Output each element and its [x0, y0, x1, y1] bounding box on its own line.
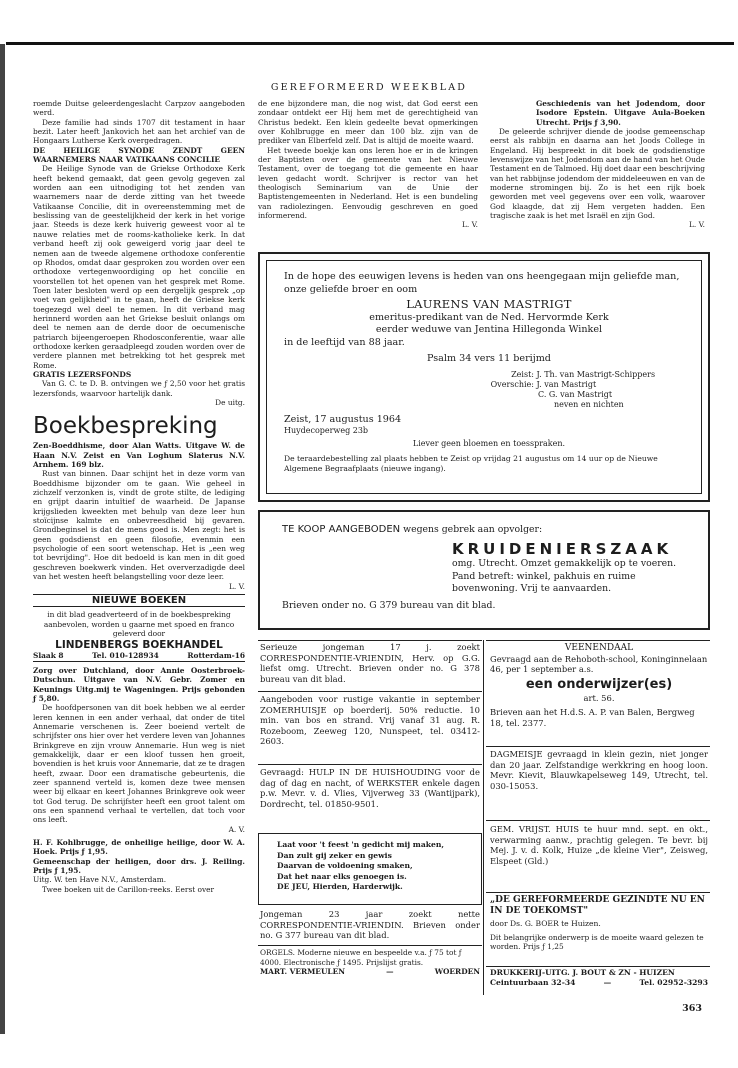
ad-text: Brieven aan het H.d.S. A. P. van Balen, Bergweg 18, tel. 2377. [490, 707, 695, 728]
paragraph: De Heilige Synode van de Griekse Orthodoxe Kerk heeft bekend gemaakt, dat geen gevolg gegeven zal worden aan een uitnodiging tot het zenden van waarnemers naar de derde zitting van het tweede Vatikaanse Concilie, dit in overeenstemming met de beslissing van de geestelijkheid der kerk in het vorige jaar. Steeds is deze kerk huiverig geweest voor al te nauwe relaties met de rooms-katholieke kerk. In dat verband heeft zij ook geweigerd vorig jaar deel te nemen aan de tweede algemene orthodoxe conferentie op Rhodos, omdat daar gesproken zou worden over een orthodoxe vertegenwoordiging op het concilie en voorstellen tot het openen van het gesprek met Rome. Toen later besloten werd op een dergelijk gesprek „op voet van gelijkheid" in te gaan, heeft de Griekse kerk toegezegd wel deel te nemen. In dit verband mag herinnerd worden aan het Griekse besluit onlangs om deel te nemen aan de derde door de oecumenische patriarch bijeengeroepen Rhodosconferentie, waar alle orthodoxe kerken geraadpleegd zouden worden over de verdere plannen met betrekking tot het gesprek met Rome. [33, 164, 245, 370]
ad-divider [486, 640, 710, 641]
ad-divider [486, 966, 710, 967]
paragraph: roemde Duitse geleerdengeslacht Carpzov aangeboden werd. [33, 99, 245, 118]
notice-burial: De teraardebestelling zal plaats hebben te Zeist op vrijdag 21 augustus om 14 uur op de Nieuwe Algemene Begraafplaats (nieuwe ingang). [284, 454, 658, 473]
ad-poem [277, 840, 444, 893]
ad-dash: — [386, 967, 394, 976]
ad-contact-city: WOERDEN [434, 967, 480, 976]
paragraph: Rust van binnen. Daar schijnt het in deze vorm van Boeddhisme bijzonder om te gaan. Wie geheel in zichzelf verzonken is, vindt de grote stilte, de lediging en grijpt daarin intuïtief de waarheid. De Japanse krijgslieden kweekten met behulp van deze leer hun stoïcijnse kalmte en onbevreesdheid bij gevaren. Grondbeginsel is dat de mens goed is. Men zegt: het is geen godsdienst en geen filosofie, evenmin een psychologie of een soort wetenschap. Het is „een weg tot bevrijding". Hoe dit bedoeld is kan men in dit goed geschreven boekwerk vinden. Het oververzadigde deel van het westen heeft belangstelling voor deze leer. [33, 469, 245, 582]
book-entry: Zen-Boeddhisme, door Alan Watts. Uitgave W. de Haan N.V. Zeist en Van Loghum Slaterus N.V. Arnhem. 169 blz. [33, 441, 245, 470]
ad-huishouding: Gevraagd: HULP IN DE HUISHOUDING voor de dag of dag en nacht, of WERKSTER enkele dagen p.w. Mevr. v. d. Vlies, Vijverweg 33 (Wantijpark), Dordrecht, tel. 01850-9501. [260, 767, 480, 809]
ad-zomerhuisje: Aangeboden voor rustige vakantie in september ZOMERHUISJE op boerderij. 50% reductie. 10 min. van bos en strand. Vrij vanaf 31 aug. R. Rozeboom, Zeeweg 120, Nunspeet, tel. 03412-2603. [260, 694, 480, 747]
ad-poem-frame [258, 833, 482, 905]
signature: L. V. [229, 581, 245, 591]
ad-heading: DRUKKERIJ-UITG. J. BOUT & ZN - HUIZEN [490, 968, 675, 977]
bookshop-phone: Tel. 010-128934 [92, 650, 159, 660]
page-edge-shadow [0, 44, 5, 1034]
paragraph: De geleerde schrijver diende de joodse gemeenschap eerst als rabbijn en daarna aan het Joods College in Engeland. Hij bespreekt in dit boek de godsdienstige levenswijze van het Jodendom aan de hand van het Oude Testament en de Talmoed. Hij doet daar een beschrijving van het rabbijnse jodendom der middeleeuwen en van de moderne stromingen bij. Zo is het een rijk boek geworden met veel gegevens over een volk, waarover God klaagde, dat zij Hem vergeten hadden. Een tragische zaak is het met Israël en zijn God. [490, 127, 705, 221]
ad-heading: „DE GEREFORMEERDE GEZINDTE NU EN IN DE TOEKOMST" [490, 895, 705, 916]
section-heading: GRATIS LEZERSFONDS [33, 369, 132, 379]
poem-line: Dat het naar elks genoegen is. [277, 871, 407, 881]
book-entry: Gemeenschap der heiligen, door drs. J. Reiling. Prijs ƒ 1,95. [33, 856, 245, 876]
ad-gereformeerde-gezindte [490, 895, 708, 951]
bookshop-city: Rotterdam-16 [187, 650, 245, 660]
ad-vrijstaand-huis: GEM. VRIJST. HUIS te huur mnd. sept. en okt., verwarming aanw., prachtig gelegen. Te bevr. bij Mej. J. v. d. Kolk, Huize „de kleine Vier", Zeisweg, Elspeet (Gld.) [490, 824, 708, 866]
poem-line: Daarvan de voldoening smaken, [277, 861, 413, 870]
ad-text: ORGELS. Moderne nieuwe en bespeelde v.a. ƒ 75 tot ƒ 4000. Electronische ƒ 1495. Prijslijst gratis. [260, 948, 462, 967]
book-entry: H. F. Kohlbrugge, de onheilige heilige, door W. A. Hoek. Prijs ƒ 1,95. [33, 838, 245, 857]
ad-line: omg. Utrecht. Omzet gemakkelijk op te voeren. [452, 558, 677, 570]
ad-divider [258, 764, 482, 765]
psalm-reference: Psalm 34 vers 11 berijmd [427, 353, 551, 364]
column-divider [483, 640, 484, 995]
bookshop-address: Slaak 8 [33, 650, 64, 660]
ad-divider [486, 820, 710, 821]
section-heading: DE HEILIGE SYNODE ZENDT GEEN WAARNEMERS NAAR VATIKAANS CONCILIE [33, 145, 245, 165]
deceased-age: in de leeftijd van 88 jaar. [284, 336, 405, 348]
mourners-list [474, 370, 694, 410]
ad-divider [486, 892, 710, 893]
signature: L. V. [689, 220, 705, 230]
ad-lead-sub: wegens gebrek aan opvolger: [403, 524, 543, 535]
ad-divider [258, 640, 482, 641]
notice-address: Huydecoperweg 23b [284, 426, 369, 435]
signature: De uitg. [215, 398, 245, 407]
ad-lead: TE KOOP AANGEBODEN [282, 524, 401, 535]
ad-address: Ceintuurbaan 32-34 [490, 977, 576, 987]
mourner-place: Overschie: [490, 379, 534, 389]
ad-veenendaal [490, 643, 708, 729]
book-entry: Geschiedenis van het Jodendom, door Isodore Epstein. Uitgave Aula-Boeken Utrecht. Prijs ƒ 3,90. [536, 99, 705, 127]
ad-title: KRUIDENIERSZAAK [452, 540, 673, 559]
signature: L. V. [462, 220, 478, 230]
masthead: GEREFORMEERD WEEKBLAD [270, 82, 468, 93]
ad-correspondentie-2: Jongeman 23 jaar zoekt nette CORRESPONDENTIE-VRIENDIN. Brieven onder no. G 377 bureau van dit blad. [260, 909, 480, 941]
ad-line: Brieven onder no. G 379 bureau van dit blad. [282, 599, 496, 611]
mourner-name: J. Th. van Mastrigt-Schippers [536, 369, 656, 379]
ad-contact-line [260, 967, 480, 977]
ad-big-title: een onderwijzer(es) [525, 676, 673, 692]
mourner-name: C. G. van Mastrigt [538, 389, 613, 399]
ad-orgels [260, 948, 480, 977]
column-left [33, 99, 245, 894]
nieuwe-boeken-heading: NIEUWE BOEKEN [33, 594, 245, 607]
book-entry: Zorg over Dutchland, door Annie Oosterbroek-Dutschun. Uitgave van N.V. Gebr. Zomer en Keunings Uitg.mij te Wageningen. Prijs gebonden ƒ 5,80. [33, 665, 245, 703]
mourner-relatives: neven en nichten [554, 399, 624, 409]
ad-dash: — [603, 977, 612, 987]
ad-contact-name: MART. VERMEULEN [260, 967, 345, 976]
ad-correspondentie-1: Serieuze jongeman 17 j. zoekt CORRESPONDENTIE-VRIENDIN, Herv. op G.G. liefst omg. Utrecht. Brieven onder no. G 378 bureau van dit blad. [260, 642, 480, 684]
paragraph: Van G. C. te D. B. ontvingen we ƒ 2,50 voor het gratis lezersfonds, waarvoor hartelijk dank. [33, 379, 245, 398]
ad-heading: VEENENDAAL [564, 643, 634, 653]
paragraph: Deze familie had sinds 1707 dit testament in haar bezit. Later heeft Jankovich het aan het archief van de Hongaars Lutherse Kerk overgedragen. [33, 117, 245, 146]
deceased-spouse: eerder weduwe van Jentina Hillegonda Winkel [375, 324, 603, 335]
notice-date: Zeist, 17 augustus 1964 [284, 413, 402, 425]
deceased-name: LAURENS VAN MASTRIGT [406, 297, 572, 311]
kruidenierszaak-ad [258, 510, 710, 630]
notice-flowers: Liever geen bloemen en toesspraken. [412, 439, 566, 448]
death-notice [258, 252, 710, 502]
ad-divider [258, 691, 482, 692]
ad-divider [258, 945, 482, 946]
paragraph: de ene bijzondere man, die nog wist, dat God eerst een zondaar ontdekt eer Hij hem met de gerechtigheid van Christus bedekt. Een klein gedeelte bevat opmerkingen over Kohlbrugge en meer dan 100 blz. zijn van de prediker van Elberfeld zelf. Dat is altijd de moeite waard. [258, 99, 478, 146]
ad-divider [486, 746, 710, 747]
ad-dagmeisje: DAGMEISJE gevraagd in klein gezin, niet jonger dan 20 jaar. Zelfstandige werkkring en hoog loon. Mevr. Kievit, Blauwkapelseweg 149, Utrecht, tel. 030-15053. [490, 749, 708, 791]
ad-text: door Ds. G. BOER te Huizen. [490, 919, 601, 928]
boekbespreking-title: Boekbespreking [33, 413, 218, 440]
paragraph: De hoofdpersonen van dit boek hebben we al eerder leren kennen in een ander verhaal, dat onder de titel Annemarie verschenen is. Zeer boeiend vertelt de schrijfster ons hier over het verdere leven van Johannes Brinkgreve en zijn vrouw Annemarie. Hun weg is niet gemakkelijk, daar er een kloof tussen hen groeit, bovendien is het kruis voor Annemarie, dat ze te dragen heeft, zwaar. Door een dramatische gebeurtenis, die zeer spannend verteld is, komen deze twee mensen weer bij elkaar en keert Johannes Brinkgreve ook weer tot God terug. De schrijfster heeft een groot talent om ons een spannend verhaal te vertellen, dat toch voor ons leeft. [33, 703, 245, 825]
ad-phone: Tel. 02952-3293 [639, 977, 708, 987]
mourner-name: J. van Mastrigt [536, 379, 597, 389]
bookshop-name: LINDENBERGS BOEKHANDEL [55, 639, 223, 652]
deceased-role: emeritus-predikant van de Ned. Hervormde Kerk [369, 311, 609, 323]
poem-line: Laat voor 't feest 'n gedicht mij maken, [277, 840, 444, 849]
ad-contact-line [490, 978, 708, 988]
poem-line: DE JEU, Hierden, Harderwijk. [277, 882, 403, 891]
ad-drukkerij [490, 968, 708, 987]
bookshop-contact [33, 651, 245, 662]
ad-text: Gevraagd aan de Rehoboth-school, Koninginnelaan 46, per 1 september a.s. [490, 653, 708, 675]
top-rule [6, 42, 734, 45]
paragraph: in dit blad geadverteerd of in de boekbespreking aanbevolen, worden u gaarne met spoed en franco geleverd door [43, 610, 235, 638]
book-publisher: Uitg. W. ten Have N.V., Amsterdam. [33, 875, 167, 885]
mourner-place: Zeist: [511, 369, 534, 379]
poem-line: Dan zult gij zeker en gewis [277, 850, 392, 860]
ad-line: Pand betreft: winkel, pakhuis en ruime bovenwoning. Vrij te aanvaarden. [452, 570, 636, 595]
column-right [490, 99, 705, 230]
signature: A. V. [228, 824, 245, 834]
column-middle [258, 99, 478, 230]
notice-intro: In de hope des eeuwigen levens is heden van ons heengegaan mijn geliefde man, onze geliefde broer en oom [284, 271, 680, 295]
ad-text: art. 56. [583, 692, 615, 703]
page-number: 363 [682, 1003, 702, 1014]
paragraph: Het tweede boekje kan ons leren hoe er in de kringen der Baptisten over de gemeente van het Nieuwe Testament, over de toegang tot die gemeente en haar leven gedacht wordt. Schrijver is rector van het theologisch Seminarium van de Unie der Baptistengemeenten in Nederland. Het is een bundeling van radiolezingen. Eenvoudig geschreven en goed informerend. [258, 145, 478, 221]
ad-text: Dit belangrijke onderwerp is de moeite waard gelezen te worden. Prijs ƒ 1,25 [490, 932, 704, 951]
paragraph: Twee boeken uit de Carillon-reeks. Eerst over [42, 884, 215, 894]
